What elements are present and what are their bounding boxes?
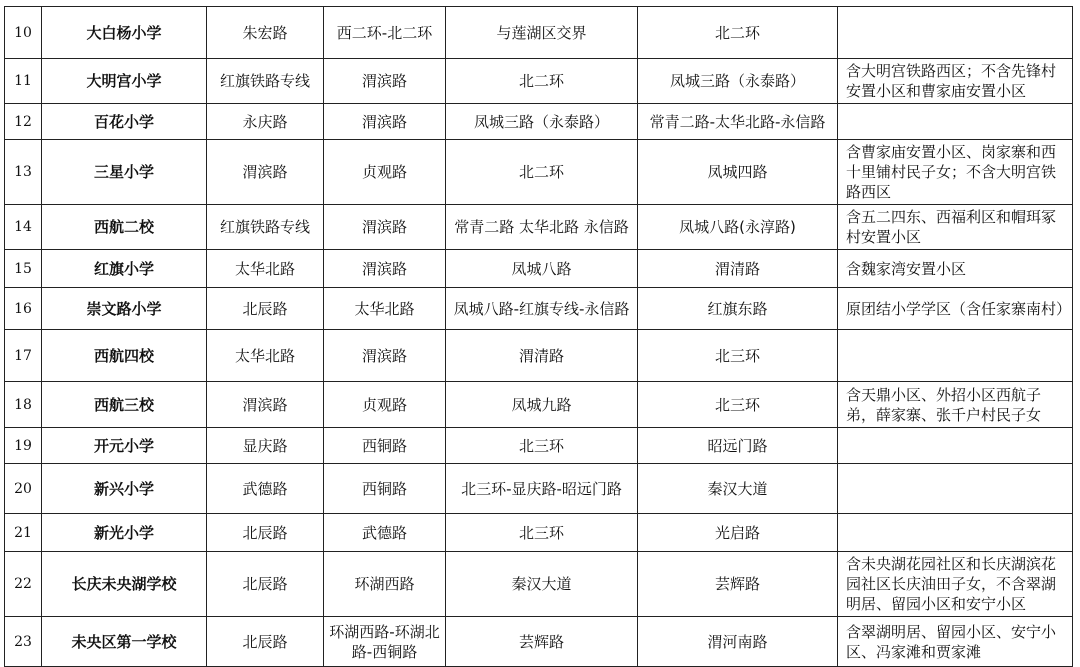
note-cell: 含未央湖花园社区和长庆湖滨花园社区长庆油田子女，不含翠湖明居、留园小区和安宁小区 <box>838 552 1073 617</box>
west-boundary-cell: 朱宏路 <box>207 7 324 59</box>
table-row <box>5 330 1073 382</box>
table-row <box>5 552 1073 617</box>
east-boundary-cell: 渭滨路 <box>324 104 446 140</box>
south-boundary-cell: 凤城三路（永泰路） <box>446 104 638 140</box>
table-row <box>5 59 1073 104</box>
south-boundary-cell: 凤城九路 <box>446 382 638 428</box>
south-boundary-cell: 北三环-显庆路-昭远门路 <box>446 464 638 514</box>
east-boundary-cell: 西铜路 <box>324 428 446 464</box>
east-boundary-cell: 环湖西路 <box>324 552 446 617</box>
row-number-cell: 11 <box>5 59 42 104</box>
east-boundary-cell: 西铜路 <box>324 464 446 514</box>
note-cell <box>838 330 1073 382</box>
school-name-cell: 百花小学 <box>42 104 207 140</box>
school-name-cell: 长庆未央湖学校 <box>42 552 207 617</box>
table-row <box>5 104 1073 140</box>
north-boundary-cell: 红旗东路 <box>638 288 838 330</box>
note-cell <box>838 7 1073 59</box>
row-number-cell: 19 <box>5 428 42 464</box>
row-number-cell: 16 <box>5 288 42 330</box>
table-row <box>5 250 1073 288</box>
west-boundary-cell: 显庆路 <box>207 428 324 464</box>
row-number-cell: 15 <box>5 250 42 288</box>
south-boundary-cell: 常青二路 太华北路 永信路 <box>446 205 638 250</box>
north-boundary-cell: 常青二路-太华北路-永信路 <box>638 104 838 140</box>
school-name-cell: 开元小学 <box>42 428 207 464</box>
school-district-table <box>4 6 1073 667</box>
note-cell: 含魏家湾安置小区 <box>838 250 1073 288</box>
north-boundary-cell: 凤城八路(永淳路) <box>638 205 838 250</box>
table-row <box>5 464 1073 514</box>
table-row <box>5 140 1073 205</box>
note-cell <box>838 428 1073 464</box>
west-boundary-cell: 红旗铁路专线 <box>207 205 324 250</box>
note-cell <box>838 104 1073 140</box>
east-boundary-cell: 渭滨路 <box>324 59 446 104</box>
row-number-cell: 13 <box>5 140 42 205</box>
west-boundary-cell: 永庆路 <box>207 104 324 140</box>
school-name-cell: 红旗小学 <box>42 250 207 288</box>
south-boundary-cell: 与莲湖区交界 <box>446 7 638 59</box>
note-cell: 含五二四东、西福利区和帽珥冢村安置小区 <box>838 205 1073 250</box>
school-name-cell: 未央区第一学校 <box>42 617 207 667</box>
west-boundary-cell: 红旗铁路专线 <box>207 59 324 104</box>
south-boundary-cell: 芸辉路 <box>446 617 638 667</box>
north-boundary-cell: 昭远门路 <box>638 428 838 464</box>
school-name-cell: 新兴小学 <box>42 464 207 514</box>
note-cell: 含天鼎小区、外招小区西航子弟，薛家寨、张千户村民子女 <box>838 382 1073 428</box>
east-boundary-cell: 西二环-北二环 <box>324 7 446 59</box>
row-number-cell: 14 <box>5 205 42 250</box>
note-cell: 原团结小学学区（含任家寨南村） <box>838 288 1073 330</box>
north-boundary-cell: 渭清路 <box>638 250 838 288</box>
row-number-cell: 23 <box>5 617 42 667</box>
row-number-cell: 20 <box>5 464 42 514</box>
north-boundary-cell: 秦汉大道 <box>638 464 838 514</box>
west-boundary-cell: 渭滨路 <box>207 382 324 428</box>
south-boundary-cell: 渭清路 <box>446 330 638 382</box>
north-boundary-cell: 凤城三路（永泰路） <box>638 59 838 104</box>
school-name-cell: 西航二校 <box>42 205 207 250</box>
west-boundary-cell: 太华北路 <box>207 250 324 288</box>
west-boundary-cell: 武德路 <box>207 464 324 514</box>
west-boundary-cell: 渭滨路 <box>207 140 324 205</box>
west-boundary-cell: 太华北路 <box>207 330 324 382</box>
row-number-cell: 10 <box>5 7 42 59</box>
south-boundary-cell: 凤城八路 <box>446 250 638 288</box>
school-name-cell: 三星小学 <box>42 140 207 205</box>
west-boundary-cell: 北辰路 <box>207 552 324 617</box>
school-name-cell: 大白杨小学 <box>42 7 207 59</box>
row-number-cell: 18 <box>5 382 42 428</box>
north-boundary-cell: 凤城四路 <box>638 140 838 205</box>
west-boundary-cell: 北辰路 <box>207 514 324 552</box>
school-name-cell: 大明宫小学 <box>42 59 207 104</box>
west-boundary-cell: 北辰路 <box>207 288 324 330</box>
table-row <box>5 382 1073 428</box>
row-number-cell: 22 <box>5 552 42 617</box>
south-boundary-cell: 秦汉大道 <box>446 552 638 617</box>
north-boundary-cell: 芸辉路 <box>638 552 838 617</box>
table-row <box>5 205 1073 250</box>
east-boundary-cell: 渭滨路 <box>324 330 446 382</box>
south-boundary-cell: 北三环 <box>446 514 638 552</box>
east-boundary-cell: 渭滨路 <box>324 250 446 288</box>
note-cell <box>838 464 1073 514</box>
school-name-cell: 西航四校 <box>42 330 207 382</box>
table-row <box>5 7 1073 59</box>
south-boundary-cell: 北二环 <box>446 59 638 104</box>
east-boundary-cell: 渭滨路 <box>324 205 446 250</box>
note-cell: 含大明宫铁路西区；不含先锋村安置小区和曹家庙安置小区 <box>838 59 1073 104</box>
south-boundary-cell: 北三环 <box>446 428 638 464</box>
east-boundary-cell: 贞观路 <box>324 382 446 428</box>
row-number-cell: 21 <box>5 514 42 552</box>
note-cell: 含曹家庙安置小区、岗家寨和西十里铺村民子女；不含大明宫铁路西区 <box>838 140 1073 205</box>
table-row <box>5 428 1073 464</box>
north-boundary-cell: 渭河南路 <box>638 617 838 667</box>
school-name-cell: 崇文路小学 <box>42 288 207 330</box>
east-boundary-cell: 环湖西路-环湖北路-西铜路 <box>324 617 446 667</box>
table-body <box>5 7 1073 667</box>
school-name-cell: 西航三校 <box>42 382 207 428</box>
north-boundary-cell: 北三环 <box>638 330 838 382</box>
south-boundary-cell: 北二环 <box>446 140 638 205</box>
row-number-cell: 17 <box>5 330 42 382</box>
west-boundary-cell: 北辰路 <box>207 617 324 667</box>
note-cell: 含翠湖明居、留园小区、安宁小区、冯家滩和贾家滩 <box>838 617 1073 667</box>
table-row <box>5 514 1073 552</box>
north-boundary-cell: 北二环 <box>638 7 838 59</box>
north-boundary-cell: 北三环 <box>638 382 838 428</box>
south-boundary-cell: 凤城八路-红旗专线-永信路 <box>446 288 638 330</box>
table-row <box>5 288 1073 330</box>
east-boundary-cell: 贞观路 <box>324 140 446 205</box>
table-row <box>5 617 1073 667</box>
north-boundary-cell: 光启路 <box>638 514 838 552</box>
east-boundary-cell: 武德路 <box>324 514 446 552</box>
school-name-cell: 新光小学 <box>42 514 207 552</box>
note-cell <box>838 514 1073 552</box>
row-number-cell: 12 <box>5 104 42 140</box>
east-boundary-cell: 太华北路 <box>324 288 446 330</box>
